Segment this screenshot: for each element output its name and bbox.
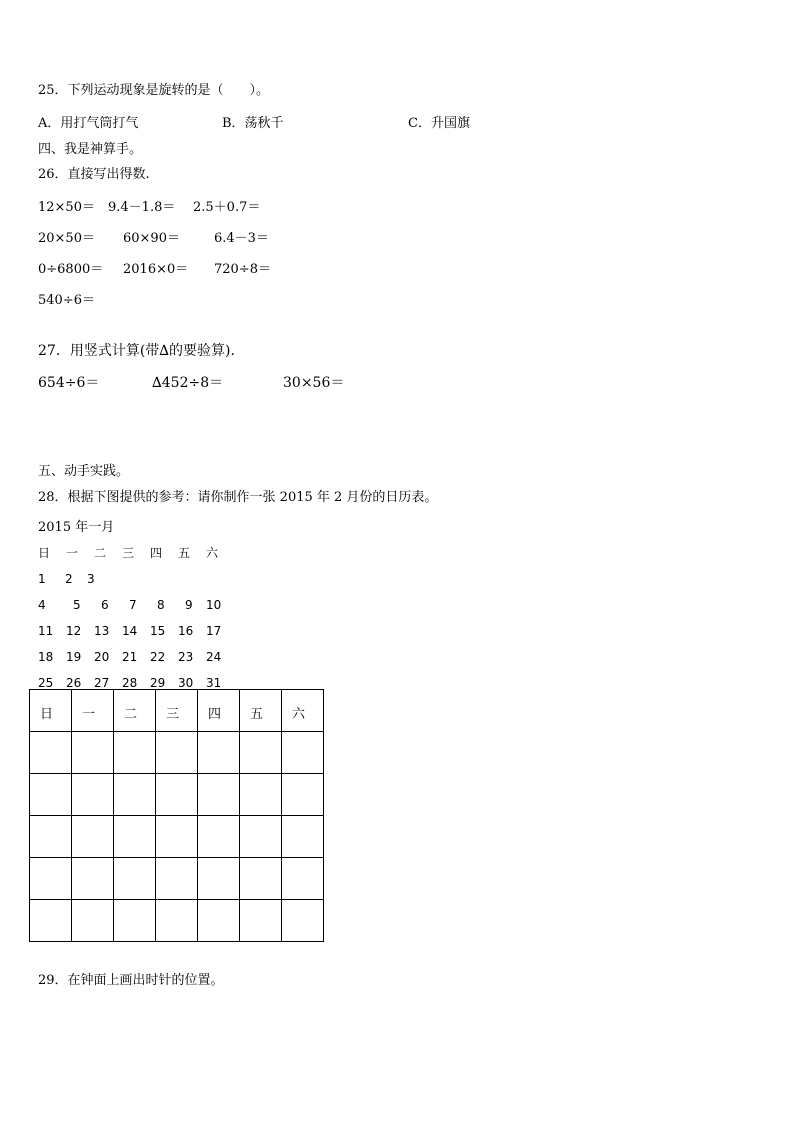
ref-day: 6: [101, 598, 109, 612]
grid-weekday: 日: [40, 707, 54, 722]
ref-day: 29: [150, 676, 166, 690]
grid-empty-cell[interactable]: [72, 858, 114, 900]
grid-empty-cell[interactable]: [198, 900, 240, 942]
ref-day: 3: [87, 572, 95, 586]
grid-empty-cell[interactable]: [156, 900, 198, 942]
ref-day: 26: [66, 676, 82, 690]
q27-stem: 27．用竖式计算(带∆的要验算)．: [38, 343, 245, 359]
q26-item: 12×50＝: [38, 200, 95, 215]
grid-empty-cell[interactable]: [156, 774, 198, 816]
ref-weekday: 一: [66, 546, 79, 560]
grid-header-cell: [156, 690, 198, 732]
grid-empty-cell[interactable]: [114, 774, 156, 816]
ref-day: 12: [66, 624, 82, 638]
q25-option-b: B．荡秋千: [222, 116, 284, 131]
ref-weekday: 日: [38, 546, 51, 560]
grid-header-cell: [282, 690, 324, 732]
ref-day: 11: [38, 624, 54, 638]
ref-day: 19: [66, 650, 82, 664]
ref-weekday: 三: [122, 546, 135, 560]
q28-stem: 28．根据下图提供的参考：请你制作一张 2015 年 2 月份的日历表。: [38, 490, 438, 505]
grid-empty-cell[interactable]: [240, 900, 282, 942]
grid-empty-cell[interactable]: [114, 816, 156, 858]
ref-day: 1: [38, 572, 46, 586]
ref-weekday: 五: [178, 546, 191, 560]
ref-day: 4: [38, 598, 46, 612]
q27-item: ∆452÷8＝: [152, 375, 224, 391]
grid-empty-cell[interactable]: [156, 816, 198, 858]
ref-day: 27: [94, 676, 110, 690]
grid-weekday: 一: [82, 707, 96, 722]
grid-empty-cell[interactable]: [30, 900, 72, 942]
grid-weekday: 三: [166, 707, 180, 722]
grid-empty-cell[interactable]: [240, 732, 282, 774]
ref-day: 7: [129, 598, 137, 612]
q25-option-c: C．升国旗: [408, 116, 470, 131]
ref-day: 21: [122, 650, 138, 664]
ref-day: 18: [38, 650, 54, 664]
grid-empty-cell[interactable]: [72, 732, 114, 774]
grid-empty-cell[interactable]: [282, 900, 324, 942]
grid-empty-cell[interactable]: [240, 858, 282, 900]
ref-day: 31: [206, 676, 222, 690]
ref-day: 16: [178, 624, 194, 638]
grid-header-cell: [30, 690, 72, 732]
grid-weekday: 四: [208, 707, 222, 722]
ref-day: 2: [65, 572, 73, 586]
grid-empty-cell[interactable]: [30, 858, 72, 900]
ref-day: 24: [206, 650, 222, 664]
ref-day: 15: [150, 624, 166, 638]
q26-item: 720÷8＝: [214, 262, 271, 277]
grid-empty-cell[interactable]: [198, 858, 240, 900]
grid-empty-cell[interactable]: [30, 732, 72, 774]
ref-weekday: 四: [150, 546, 163, 560]
section-4-heading: 四、我是神算手。: [38, 142, 143, 157]
grid-header-cell: [240, 690, 282, 732]
q26-item: 9.4－1.8＝: [108, 200, 176, 215]
ref-day: 28: [122, 676, 138, 690]
ref-day: 20: [94, 650, 110, 664]
ref-day: 30: [178, 676, 194, 690]
ref-day: 8: [157, 598, 165, 612]
ref-day: 14: [122, 624, 138, 638]
ref-day: 17: [206, 624, 222, 638]
ref-day: 22: [150, 650, 166, 664]
q27-item: 654÷6＝: [38, 375, 100, 391]
grid-empty-cell[interactable]: [198, 816, 240, 858]
q29-stem: 29．在钟面上画出时针的位置。: [38, 973, 224, 988]
grid-empty-cell[interactable]: [282, 732, 324, 774]
ref-weekday: 六: [206, 546, 219, 560]
grid-empty-cell[interactable]: [72, 816, 114, 858]
q26-stem: 26．直接写出得数.: [38, 167, 150, 182]
grid-empty-cell[interactable]: [282, 858, 324, 900]
q26-item: 2016×0＝: [123, 262, 189, 277]
grid-empty-cell[interactable]: [30, 816, 72, 858]
grid-weekday: 六: [292, 707, 306, 722]
q26-item: 6.4－3＝: [214, 231, 269, 246]
grid-empty-cell[interactable]: [156, 858, 198, 900]
q26-item: 20×50＝: [38, 231, 95, 246]
grid-empty-cell[interactable]: [240, 816, 282, 858]
q26-item: 0÷6800＝: [38, 262, 104, 277]
grid-weekday: 二: [124, 707, 138, 722]
q25-stem: 25．下列运动现象是旋转的是（ ）。: [38, 83, 270, 98]
ref-day: 5: [73, 598, 81, 612]
grid-empty-cell[interactable]: [282, 774, 324, 816]
grid-empty-cell[interactable]: [30, 774, 72, 816]
grid-empty-cell[interactable]: [156, 732, 198, 774]
ref-weekday: 二: [94, 546, 107, 560]
grid-empty-cell[interactable]: [114, 900, 156, 942]
grid-empty-cell[interactable]: [114, 858, 156, 900]
grid-empty-cell[interactable]: [240, 774, 282, 816]
grid-empty-cell[interactable]: [282, 816, 324, 858]
grid-weekday: 五: [250, 707, 264, 722]
section-5-heading: 五、动手实践。: [38, 464, 130, 479]
q27-item: 30×56＝: [283, 375, 345, 391]
grid-empty-cell[interactable]: [114, 732, 156, 774]
ref-day: 23: [178, 650, 194, 664]
ref-day: 25: [38, 676, 54, 690]
q26-item: 2.5＋0.7＝: [193, 200, 261, 215]
calendar-reference-title: 2015 年一月: [38, 520, 115, 535]
grid-empty-cell[interactable]: [198, 774, 240, 816]
ref-day: 13: [94, 624, 110, 638]
q25-option-a: A．用打气筒打气: [38, 116, 139, 131]
ref-day: 10: [206, 598, 222, 612]
grid-empty-cell[interactable]: [198, 732, 240, 774]
grid-empty-cell[interactable]: [72, 900, 114, 942]
grid-empty-cell[interactable]: [72, 774, 114, 816]
grid-header-cell: [198, 690, 240, 732]
grid-header-cell: [72, 690, 114, 732]
q26-item: 540÷6＝: [38, 293, 95, 308]
grid-header-cell: [114, 690, 156, 732]
q26-item: 60×90＝: [123, 231, 180, 246]
ref-day: 9: [185, 598, 193, 612]
blank-calendar-grid: [29, 689, 324, 942]
